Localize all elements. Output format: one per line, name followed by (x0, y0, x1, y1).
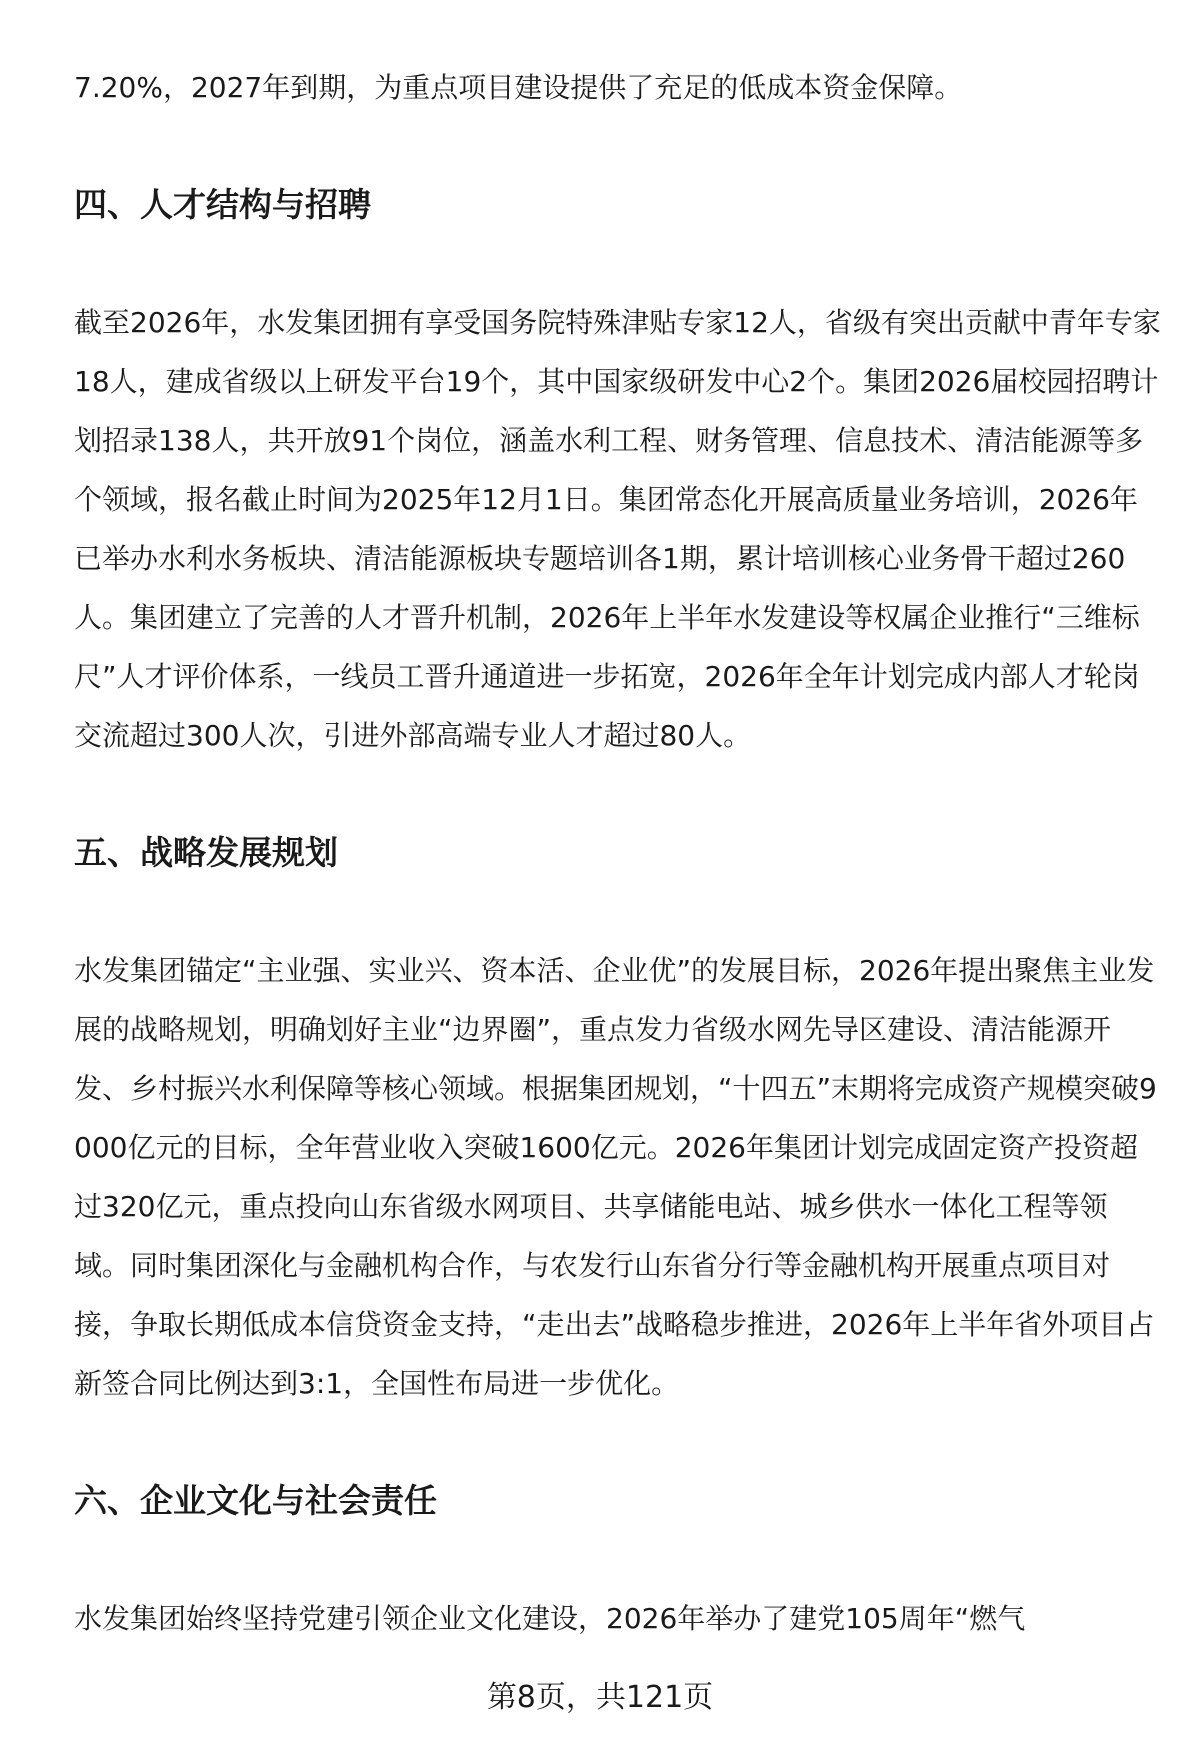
section-heading-strategy: 五、战略发展规划 (74, 833, 338, 872)
page-number-footer: 第8页，共121页 (486, 1680, 714, 1715)
section-body-talent: 截至2026年，水发集团拥有享受国务院特殊津贴专家12人，省级有突出贡献中青年专家18人，建成省级以上研发平台19个，其中国家级研发中心2个。集团2026届校园招聘计划招录138人，共开放91个岗位，涵盖水利工程、财务管理、信息技术、清洁能源等多个领域，报名截止时间为2025年12月1日。集团常态化开展高质量业务培训，2026年已举办水利水务板块、清洁能源板块专题培训各1期，累计培训核心业务骨干超过260人。集团建立了完善的人才晋升机制，2026年上半年水发建设等权属企业推行“三维标尺”人才评价体系，一线员工晋升通道进一步拓宽，2026年全年计划完成内部人才轮岗交流超过300人次，引进外部高端专业人才超过80人。 (74, 306, 1161, 752)
section-body-culture: 水发集团始终坚持党建引领企业文化建设，2026年举办了建党105周年“燃气 (74, 1602, 1026, 1635)
section-body-strategy: 水发集团锚定“主业强、实业兴、资本活、企业优”的发展目标，2026年提出聚焦主业发展的战略规划，明确划好主业“边界圈”，重点发力省级水网先导区建设、清洁能源开发、乡村振兴水利保障等核心领域。根据集团规划，“十四五”末期将完成资产规模突破9000亿元的目标，全年营业收入突破1600亿元。2026年集团计划完成固定资产投资超过320亿元，重点投向山东省级水网项目、共享储能电站、城乡供水一体化工程等领域。同时集团深化与金融机构合作，与农发行山东省分行等金融机构开展重点项目对接，争取长期低成本信贷资金支持，“走出去”战略稳步推进，2026年上半年省外项目占新签合同比例达到3:1，全国性布局进一步优化。 (74, 954, 1157, 1400)
section-heading-culture: 六、企业文化与社会责任 (74, 1481, 437, 1520)
continued-paragraph: 7.20%，2027年到期，为重点项目建设提供了充足的低成本资金保障。 (74, 71, 963, 104)
section-heading-talent: 四、人才结构与招聘 (74, 185, 371, 224)
page-content (74, 58, 1162, 1648)
